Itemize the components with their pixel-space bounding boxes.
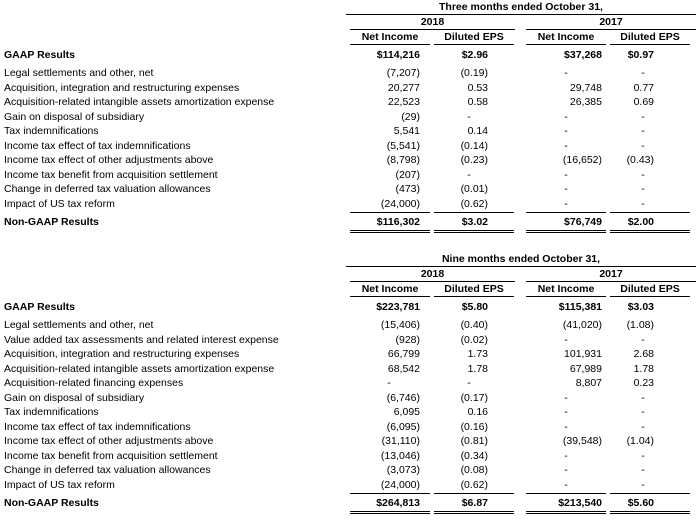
net-income-2017: - <box>564 139 568 152</box>
total-double-line <box>434 230 514 233</box>
subtotal-line <box>526 212 606 213</box>
diluted-eps-2017: 0.69 <box>633 96 654 108</box>
total-double-line <box>610 511 690 514</box>
diluted-eps-2017: - <box>641 391 645 404</box>
diluted-eps-2017: $3.03 <box>627 301 654 313</box>
subtotal-line <box>350 493 430 494</box>
net-income-2017: - <box>564 67 568 79</box>
net-income-2018: (473) <box>395 183 420 195</box>
net-income-2018: 66,799 <box>387 348 420 360</box>
section-title: Three months ended October 31, <box>439 1 603 13</box>
net-income-2018: (13,046) <box>380 449 420 462</box>
net-income-2018: (15,406) <box>380 319 420 331</box>
total-double-line <box>526 230 606 233</box>
diluted-eps-2018: 0.16 <box>467 406 488 418</box>
adjustment-label: Tax indemnifications <box>4 125 99 137</box>
adjustment-label: Gain on disposal of subsidiary <box>4 391 145 404</box>
adjustment-label: Income tax effect of other adjustments above <box>4 435 214 447</box>
adjustment-label: Legal settlements and other, net <box>4 319 154 331</box>
diluted-eps-2018: (0.23) <box>460 154 488 166</box>
net-income-2018: (207) <box>395 168 420 181</box>
diluted-eps-2018: (0.19) <box>460 67 488 79</box>
column-header-net-income: Net Income <box>537 283 595 295</box>
diluted-eps-2018: $2.96 <box>461 49 488 61</box>
diluted-eps-2018: 0.14 <box>467 125 488 137</box>
header-underline <box>610 296 690 297</box>
diluted-eps-2018: - <box>467 110 471 123</box>
adjustment-label: Gain on disposal of subsidiary <box>4 110 145 123</box>
column-header-net-income: Net Income <box>537 31 595 43</box>
diluted-eps-2017: (1.08) <box>626 319 654 331</box>
net-income-2017: $115,381 <box>558 301 602 313</box>
year-label: 2017 <box>599 16 623 28</box>
diluted-eps-2018: 0.58 <box>467 96 488 108</box>
diluted-eps-2018: (0.01) <box>460 183 488 195</box>
total-double-line <box>434 511 514 514</box>
diluted-eps-2018: $6.87 <box>461 496 488 509</box>
net-income-2018: $264,813 <box>376 496 420 509</box>
adjustment-label: Acquisition, integration and restructuring expenses <box>4 348 240 360</box>
net-income-2017: - <box>564 449 568 462</box>
gaap-results-label: GAAP Results <box>4 49 75 61</box>
adjustment-label: Acquisition-related intangible assets amortization expense <box>4 96 275 108</box>
header-underline <box>526 44 606 45</box>
subtotal-line <box>610 212 690 213</box>
column-header-diluted-eps: Diluted EPS <box>620 283 680 295</box>
net-income-2018: (8,798) <box>386 154 420 166</box>
net-income-2017: 101,931 <box>564 348 602 360</box>
diluted-eps-2018: (0.02) <box>460 333 488 346</box>
diluted-eps-2017: - <box>641 420 645 433</box>
adjustment-label: Change in deferred tax valuation allowances <box>4 464 211 476</box>
total-double-line <box>610 230 690 233</box>
net-income-2017: 29,748 <box>569 81 602 94</box>
header-underline <box>350 44 430 45</box>
diluted-eps-2017: - <box>641 183 645 195</box>
adjustment-label: Value added tax assessments and related interest expense <box>4 333 279 346</box>
adjustment-label: Impact of US tax reform <box>4 197 115 210</box>
diluted-eps-2017: (1.04) <box>626 435 654 447</box>
net-income-2017: $213,540 <box>558 496 602 509</box>
diluted-eps-2017: - <box>641 110 645 123</box>
total-double-line <box>350 230 430 233</box>
header-underline <box>610 44 690 45</box>
net-income-2017: - <box>564 406 568 418</box>
net-income-2018: 22,523 <box>387 96 420 108</box>
net-income-2017: $76,749 <box>564 215 602 228</box>
subtotal-line <box>350 212 430 213</box>
net-income-2018: (5,541) <box>386 139 420 152</box>
adjustment-label: Income tax benefit from acquisition settlement <box>4 449 218 462</box>
net-income-2018: (24,000) <box>380 478 420 491</box>
net-income-2018: (928) <box>395 333 420 346</box>
diluted-eps-2018: $3.02 <box>461 215 488 228</box>
adjustment-label: Change in deferred tax valuation allowances <box>4 183 211 195</box>
year-underline <box>526 29 696 30</box>
adjustment-label: Income tax effect of tax indemnifications <box>4 139 191 152</box>
column-header-net-income: Net Income <box>361 31 419 43</box>
year-label: 2018 <box>420 268 445 280</box>
net-income-2017: $37,268 <box>564 49 602 61</box>
diluted-eps-2018: (0.40) <box>460 319 488 331</box>
diluted-eps-2017: - <box>641 139 645 152</box>
column-header-diluted-eps: Diluted EPS <box>444 31 504 43</box>
net-income-2017: - <box>564 391 568 404</box>
net-income-2018: (6,746) <box>386 391 420 404</box>
adjustment-label: Income tax benefit from acquisition settlement <box>4 168 218 181</box>
diluted-eps-2018: (0.16) <box>460 420 488 433</box>
net-income-2017: - <box>564 333 568 346</box>
year-underline <box>350 281 515 282</box>
adjustment-label: Tax indemnifications <box>4 406 99 418</box>
net-income-2017: - <box>564 125 568 137</box>
net-income-2018: (7,207) <box>386 67 420 79</box>
subtotal-line <box>434 493 514 494</box>
total-double-line <box>526 511 606 514</box>
diluted-eps-2017: $0.97 <box>627 49 654 61</box>
diluted-eps-2017: - <box>641 449 645 462</box>
section-title: Nine months ended October 31, <box>441 253 601 265</box>
gaap-results-label: GAAP Results <box>4 301 75 313</box>
net-income-2018: (31,110) <box>381 435 420 447</box>
adjustment-label: Legal settlements and other, net <box>4 67 154 79</box>
adjustment-label: Acquisition-related financing expenses <box>4 377 184 389</box>
subtotal-line <box>526 493 606 494</box>
diluted-eps-2017: $5.60 <box>627 496 654 509</box>
diluted-eps-2018: (0.17) <box>460 391 488 404</box>
net-income-2018: $114,216 <box>376 49 420 61</box>
diluted-eps-2018: - <box>467 377 471 389</box>
diluted-eps-2017: 2.68 <box>633 348 654 360</box>
diluted-eps-2018: 1.78 <box>467 362 488 375</box>
adjustment-label: Acquisition-related intangible assets amortization expense <box>4 362 275 375</box>
net-income-2018: (24,000) <box>380 197 420 210</box>
subtotal-line <box>610 493 690 494</box>
diluted-eps-2017: - <box>641 406 645 418</box>
diluted-eps-2018: $5.80 <box>461 301 488 313</box>
net-income-2017: 67,989 <box>569 362 602 375</box>
year-underline <box>350 29 515 30</box>
diluted-eps-2017: - <box>641 464 645 476</box>
year-underline <box>526 281 696 282</box>
title-underline <box>346 266 696 267</box>
diluted-eps-2017: (0.43) <box>626 154 654 166</box>
net-income-2018: (6,095) <box>386 420 420 433</box>
header-underline <box>434 296 514 297</box>
diluted-eps-2017: 0.23 <box>633 377 654 389</box>
net-income-2018: 68,542 <box>387 362 420 375</box>
adjustment-label: Income tax effect of other adjustments above <box>4 154 214 166</box>
diluted-eps-2018: (0.62) <box>460 197 488 210</box>
net-income-2018: 5,541 <box>393 125 420 137</box>
adjustment-label: Impact of US tax reform <box>4 478 115 491</box>
title-underline <box>346 14 696 15</box>
net-income-2017: - <box>564 464 568 476</box>
net-income-2018: - <box>387 377 391 389</box>
diluted-eps-2017: - <box>641 478 645 491</box>
diluted-eps-2017: - <box>641 125 645 137</box>
diluted-eps-2017: 0.77 <box>633 81 654 94</box>
diluted-eps-2017: - <box>641 197 645 210</box>
column-header-diluted-eps: Diluted EPS <box>444 283 504 295</box>
net-income-2018: 6,095 <box>393 406 420 418</box>
net-income-2017: - <box>564 168 568 181</box>
net-income-2017: - <box>564 183 568 195</box>
diluted-eps-2018: 0.53 <box>467 81 488 94</box>
net-income-2017: - <box>564 420 568 433</box>
net-income-2018: (3,073) <box>386 464 420 476</box>
header-underline <box>350 296 430 297</box>
adjustment-label: Income tax effect of tax indemnifications <box>4 420 191 433</box>
diluted-eps-2017: $2.00 <box>627 215 654 228</box>
net-income-2017: (39,548) <box>562 435 602 447</box>
diluted-eps-2018: (0.62) <box>460 478 488 491</box>
net-income-2017: - <box>564 478 568 491</box>
net-income-2017: (41,020) <box>562 319 602 331</box>
net-income-2017: - <box>564 110 568 123</box>
net-income-2018: $223,781 <box>376 301 420 313</box>
diluted-eps-2018: (0.14) <box>460 139 488 152</box>
year-label: 2018 <box>420 16 445 28</box>
diluted-eps-2018: (0.08) <box>460 464 488 476</box>
net-income-2018: 20,277 <box>387 81 420 94</box>
header-underline <box>434 44 514 45</box>
diluted-eps-2018: (0.34) <box>460 449 488 462</box>
net-income-2017: (16,652) <box>562 154 602 166</box>
column-header-net-income: Net Income <box>361 283 419 295</box>
diluted-eps-2018: (0.81) <box>460 435 488 447</box>
year-label: 2017 <box>599 268 623 280</box>
diluted-eps-2017: - <box>641 168 645 181</box>
net-income-2017: - <box>564 197 568 210</box>
subtotal-line <box>434 212 514 213</box>
total-double-line <box>350 511 430 514</box>
column-header-diluted-eps: Diluted EPS <box>620 31 680 43</box>
diluted-eps-2018: - <box>467 168 471 181</box>
non-gaap-results-label: Non-GAAP Results <box>4 215 99 228</box>
diluted-eps-2017: - <box>641 67 645 79</box>
diluted-eps-2017: 1.78 <box>633 362 654 375</box>
net-income-2018: (29) <box>401 110 420 123</box>
diluted-eps-2017: - <box>641 333 645 346</box>
non-gaap-results-label: Non-GAAP Results <box>4 496 99 509</box>
net-income-2017: 8,807 <box>575 377 602 389</box>
adjustment-label: Acquisition, integration and restructuring expenses <box>4 81 240 94</box>
net-income-2017: 26,385 <box>569 96 602 108</box>
diluted-eps-2018: 1.73 <box>467 348 488 360</box>
header-underline <box>526 296 606 297</box>
net-income-2018: $116,302 <box>376 215 420 228</box>
